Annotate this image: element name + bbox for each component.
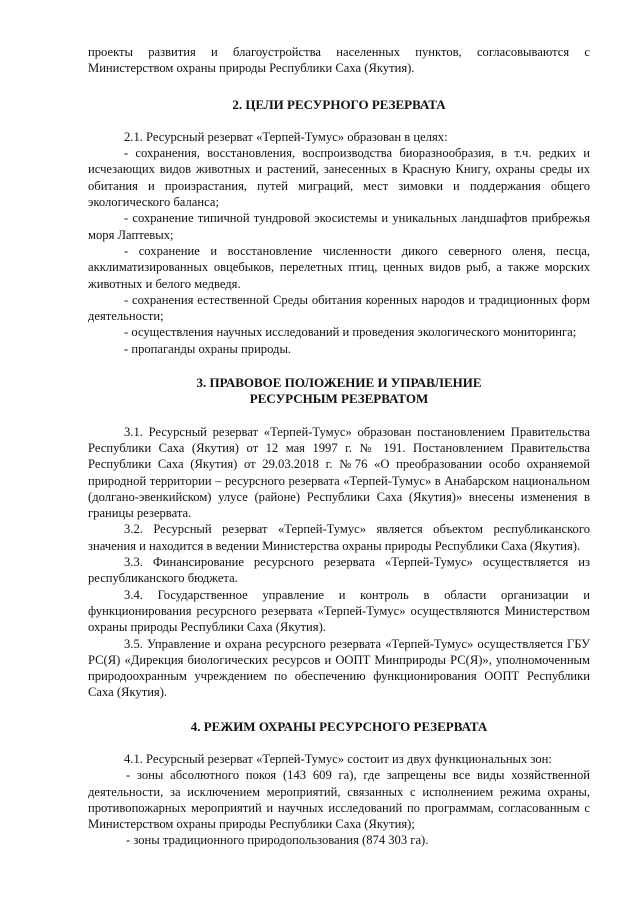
intro-paragraph: проекты развития и благоустройства населенных пунктов, согласовываются с Министерством охраны природы Республики Саха (Якутия). bbox=[88, 45, 590, 76]
section-3-heading-line-1: 3. ПРАВОВОЕ ПОЛОЖЕНИЕ И УПРАВЛЕНИЕ bbox=[196, 375, 482, 391]
section-2-item: - сохранения, восстановления, воспроизводства биоразнообразия, в т.ч. редких и исчезающих видов животных и растений, занесенных в Красную Книгу, охраны среды их обитания и произрастания, путей миграций, мест зимовки и поддержания общего экологического баланса; bbox=[88, 146, 590, 210]
section-3-heading-line-2: РЕСУРСНЫМ РЕЗЕРВАТОМ bbox=[249, 391, 429, 407]
section-2-heading: 2. ЦЕЛИ РЕСУРНОГО РЕЗЕРВАТА bbox=[232, 96, 446, 112]
section-4-item: - зоны абсолютного покоя (143 609 га), где запрещены все виды хозяйственной деятельности, за исключением мероприятий, связанных с исполнением режима охраны, противопожарных мероприятий и научных исследований по программам, согласованным с Министерством охраны природы Республики Саха (Якутия); bbox=[88, 768, 590, 832]
section-3-paragraph: 3.4. Государственное управление и контроль в области организации и функционирования ресурсного резервата «Терпей-Тумус» осуществляются Министерством охраны природы Республики Саха (Якутия). bbox=[88, 587, 590, 635]
section-2-item: - сохранения естественной Среды обитания коренных народов и традиционных форм деятельности; bbox=[88, 292, 590, 324]
section-2-item: - сохранение типичной тундровой экосистемы и уникальных ландшафтов прибрежья моря Лаптевых; bbox=[88, 211, 590, 242]
section-2-item: - сохранение и восстановление численности дикого северного оленя, песца, акклиматизированных овцебыков, перелетных птиц, ценных видов рыб, а также морских животных и белого медведя. bbox=[88, 243, 590, 291]
section-2-paragraph-2-1: 2.1. Ресурсный резерват «Терпей-Тумус» образован в целях: bbox=[124, 129, 448, 144]
section-4-paragraph-4-1: 4.1. Ресурсный резерват «Терпей-Тумус» состоит из двух функциональных зон: bbox=[124, 751, 552, 766]
section-3-paragraph: 3.2. Ресурсный резерват «Терпей-Тумус» является объектом республиканского значения и находится в ведении Министерства охраны природы Республики Саха (Якутия). bbox=[88, 522, 590, 553]
section-3-paragraph: 3.5. Управление и охрана ресурсного резервата «Терпей-Тумус» осуществляется ГБУ РС(Я) «Дирекция биологических ресурсов и ООПТ Минприроды РС(Я)», уполномоченным природоохранным учреждением по обеспечению функционирования ООПТ Республики Саха (Якутия). bbox=[88, 636, 590, 700]
section-4-item: - зоны традиционного природопользования (874 303 га). bbox=[126, 833, 429, 848]
section-3-heading bbox=[88, 375, 590, 408]
section-2-item: - осуществления научных исследований и проведения экологического мониторинга; bbox=[124, 325, 577, 340]
section-4-heading: 4. РЕЖИМ ОХРАНЫ РЕСУРСНОГО РЕЗЕРВАТА bbox=[190, 718, 488, 734]
section-3-paragraph: 3.1. Ресурсный резерват «Терпей-Тумус» образован постановлением Правительства Республики Саха (Якутия) от 12 мая 1997 г. № 191. Постановлением Правительства Республики Саха (Якутия) от 29.03.2018 г. №76 «О преобразовании особо охраняемой природной территории – ресурсного резервата «Терпей-Тумус» в Анабарском национальном (долгано-эвенкийском) улусе (районе) Республики Саха (Якутия)» внесены изменения в границы резервата. bbox=[88, 424, 590, 521]
section-2-item: - пропаганды охраны природы. bbox=[124, 341, 292, 356]
section-3-paragraph: 3.3. Финансирование ресурсного резервата «Терпей-Тумус» осуществляется из республиканского бюджета. bbox=[88, 555, 590, 586]
